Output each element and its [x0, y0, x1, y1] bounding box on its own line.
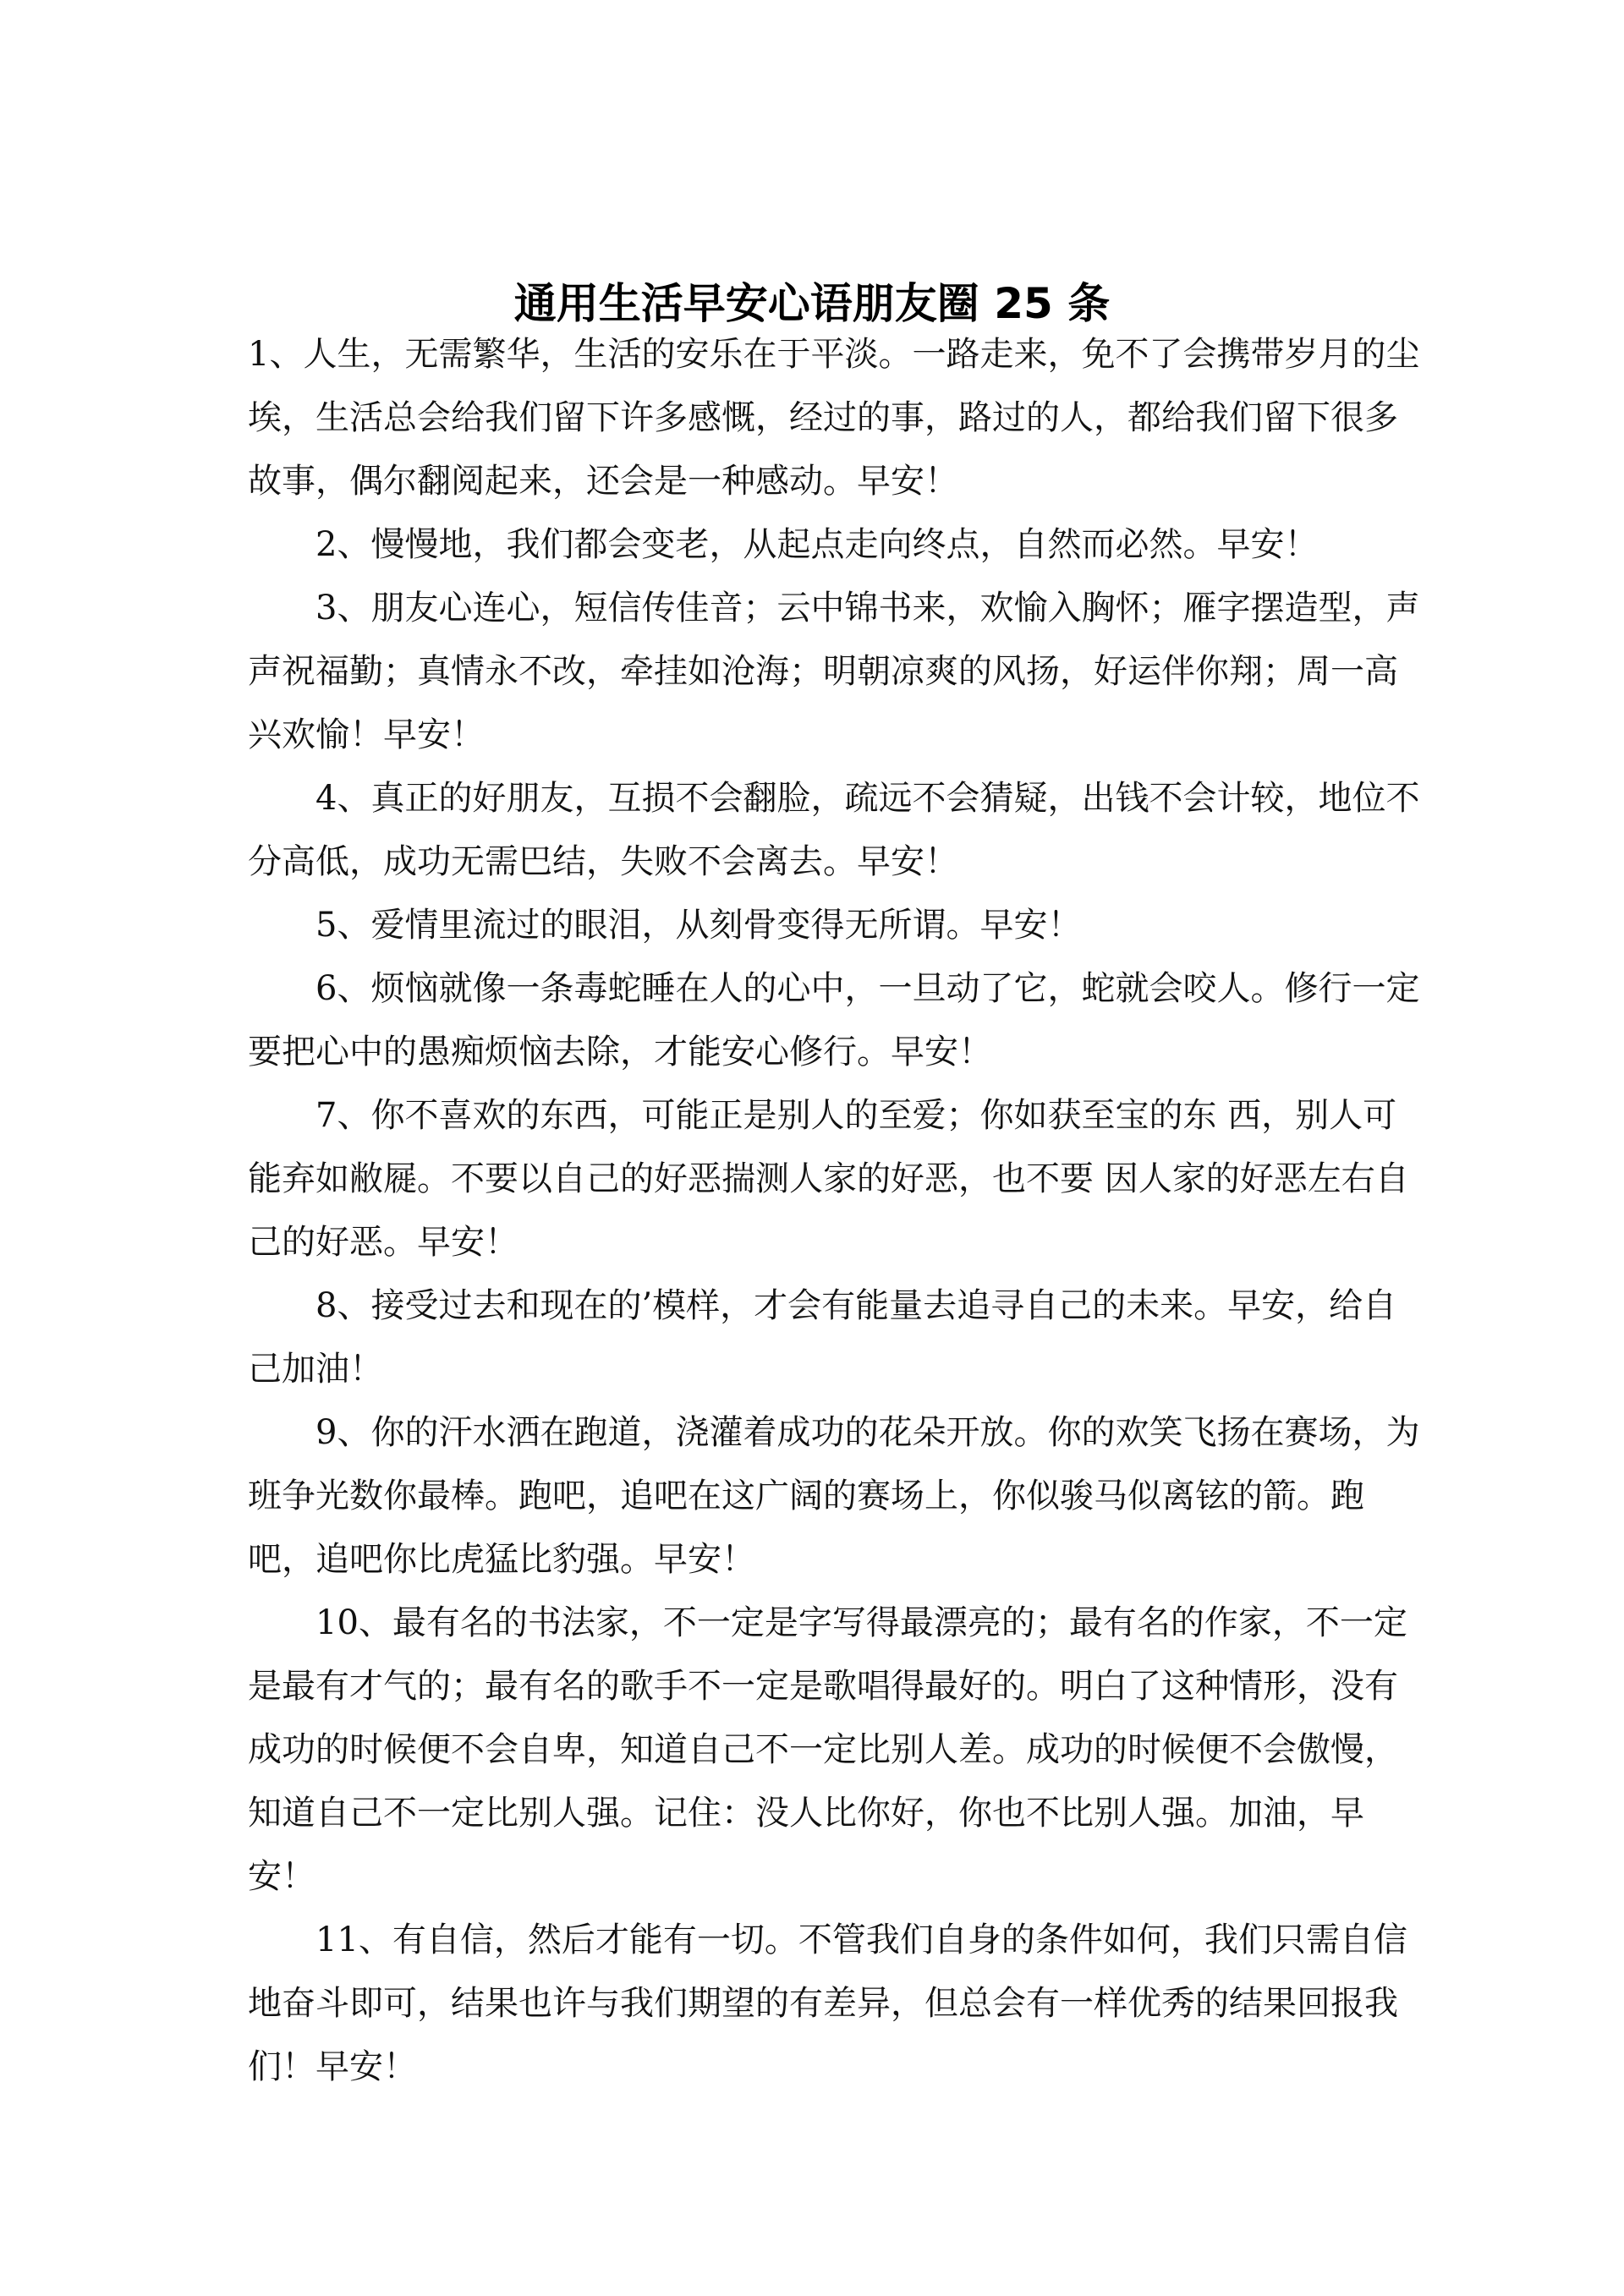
paragraph-line: 11、有自信，然后才能有一切。不管我们自身的条件如何，我们只需自信: [315, 1921, 1407, 1959]
paragraph-line: 故事，偶尔翻阅起来，还会是一种感动。早安！: [248, 462, 958, 501]
paragraph-line: 地奋斗即可，结果也许与我们期望的有差异，但总会有一样优秀的结果回报我: [248, 1984, 1398, 2023]
paragraph-6: [248, 957, 1420, 1084]
paragraph-line: 己加油！: [248, 1350, 383, 1389]
paragraph-line: 声祝福勤；真情永不改，牵挂如沧海；明朝凉爽的风扬，好运伴你翔；周一高: [248, 652, 1398, 691]
paragraph-line: 8、接受过去和现在的’模样，才会有能量去追寻自己的未来。早安，给自: [315, 1286, 1397, 1325]
paragraph-8: [248, 1274, 1398, 1401]
paragraph-line: 3、朋友心连心，短信传佳音；云中锦书来，欢愉入胸怀；雁字摆造型，声: [315, 589, 1420, 627]
paragraph-line: 4、真正的好朋友，互损不会翻脸，疏远不会猜疑，出钱不会计较，地位不: [315, 779, 1420, 818]
paragraph-line: 们！早安！: [248, 2047, 417, 2086]
paragraph-line: 10、最有名的书法家，不一定是字写得最漂亮的；最有名的作家，不一定: [315, 1603, 1407, 1642]
paragraph-4: [248, 767, 1420, 894]
paragraph-line: 能弃如敝屣。不要以自己的好恶揣测人家的好恶，也不要 因人家的好恶左右自: [248, 1159, 1409, 1198]
paragraph-line: 兴欢愉！早安！: [248, 715, 485, 754]
paragraph-line: 7、你不喜欢的东西，可能正是别人的至爱；你如获至宝的东 西，别人可: [315, 1096, 1397, 1135]
paragraph-3: [248, 577, 1420, 767]
paragraph-line: 9、你的汗水洒在跑道，浇灌着成功的花朵开放。你的欢笑飞扬在赛场，为: [315, 1413, 1420, 1452]
paragraph-5: [248, 894, 1398, 957]
paragraph-line: 6、烦恼就像一条毒蛇睡在人的心中，一旦动了它，蛇就会咬人。修行一定: [315, 969, 1420, 1008]
document-body: [248, 323, 1420, 2099]
paragraph-line: 1、人生，无需繁华，生活的安乐在于平淡。一路走来，免不了会携带岁月的尘: [248, 335, 1420, 374]
paragraph-line: 吧，追吧你比虎猛比豹强。早安！: [248, 1540, 755, 1579]
paragraph-1: [248, 323, 1420, 513]
paragraph-11: [248, 1909, 1407, 2099]
paragraph-line: 埃，生活总会给我们留下许多感慨，经过的事，路过的人，都给我们留下很多: [248, 398, 1398, 437]
paragraph-2: [248, 513, 1398, 577]
paragraph-line: 安！: [248, 1857, 315, 1896]
paragraph-line: 2、慢慢地，我们都会变老，从起点走向终点，自然而必然。早安！: [315, 525, 1319, 564]
paragraph-line: 分高低，成功无需巴结，失败不会离去。早安！: [248, 842, 958, 881]
paragraph-line: 5、爱情里流过的眼泪，从刻骨变得无所谓。早安！: [315, 906, 1082, 945]
paragraph-line: 己的好恶。早安！: [248, 1223, 518, 1262]
paragraph-line: 要把心中的愚痴烦恼去除，才能安心修行。早安！: [248, 1033, 992, 1071]
paragraph-line: 成功的时候便不会自卑，知道自己不一定比别人差。成功的时候便不会傲慢，: [248, 1730, 1398, 1769]
paragraph-7: [248, 1084, 1409, 1274]
document-title: 通用生活早安心语朋友圈 25 条: [513, 278, 1111, 328]
paragraph-line: 班争光数你最棒。跑吧，追吧在这广阔的赛场上，你似骏马似离铉的箭。跑: [248, 1477, 1364, 1515]
paragraph-line: 是最有才气的；最有名的歌手不一定是歌唱得最好的。明白了这种情形，没有: [248, 1667, 1398, 1706]
paragraph-line: 知道自己不一定比别人强。记住：没人比你好，你也不比别人强。加油，早: [248, 1794, 1364, 1833]
paragraph-9: [248, 1401, 1420, 1592]
paragraph-10: [248, 1592, 1407, 1909]
